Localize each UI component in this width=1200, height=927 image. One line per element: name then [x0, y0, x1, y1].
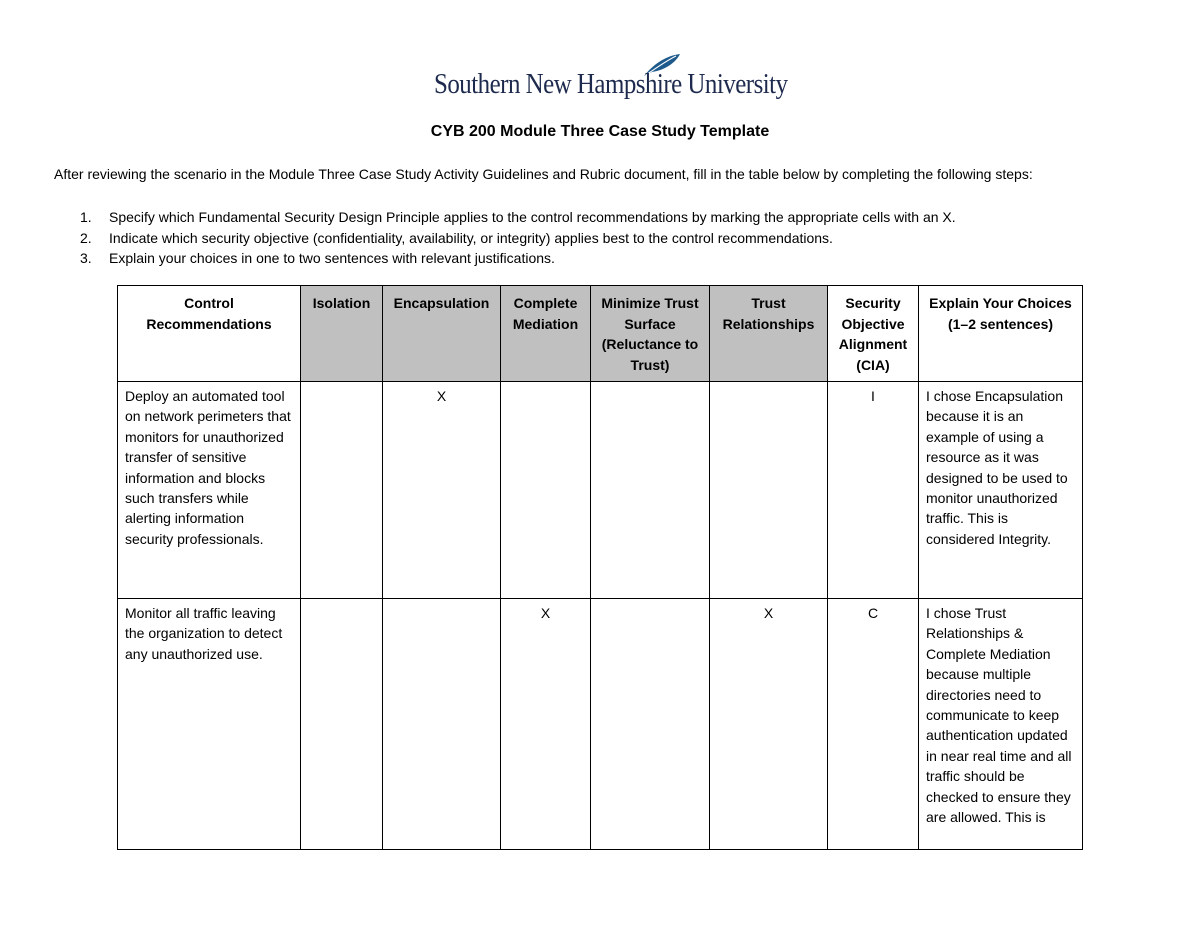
trust-relationships-cell[interactable] — [710, 382, 828, 599]
header-complete-mediation: Complete Mediation — [501, 286, 591, 382]
step-text: Indicate which security objective (confidentiality, availability, or integrity) applies best to the control recommendations. — [109, 229, 833, 246]
list-item — [80, 248, 956, 269]
header-control-recommendations: Control Recommendations — [118, 286, 301, 382]
explanation-cell[interactable] — [919, 599, 1083, 850]
header-minimize-trust-surface: Minimize Trust Surface (Reluctance to Trust) — [591, 286, 710, 382]
header-explain-choices — [919, 286, 1083, 382]
minimize-trust-cell[interactable] — [591, 382, 710, 599]
list-item — [80, 228, 956, 249]
header-encapsulation: Encapsulation — [383, 286, 501, 382]
cia-cell[interactable]: C — [828, 599, 919, 850]
header-explain-title: Explain Your Choices — [929, 295, 1072, 311]
complete-mediation-cell[interactable] — [501, 382, 591, 599]
complete-mediation-cell[interactable]: X — [501, 599, 591, 850]
list-item — [80, 207, 956, 228]
header-row — [118, 286, 1083, 382]
intro-paragraph: After reviewing the scenario in the Module Three Case Study Activity Guidelines and Rubric document, fill in the table below by completing the following steps: — [54, 166, 1033, 182]
table-row — [118, 382, 1083, 599]
control-recommendation-cell[interactable]: Monitor all traffic leaving the organization to detect any unauthorized use. — [118, 599, 301, 850]
cia-cell[interactable]: I — [828, 382, 919, 599]
encapsulation-cell[interactable]: X — [383, 382, 501, 599]
step-number: 3. — [80, 250, 92, 266]
step-text: Specify which Fundamental Security Design Principle applies to the control recommendations by marking the appropriate cells with an X. — [109, 209, 956, 225]
document-title: CYB 200 Module Three Case Study Template — [430, 123, 770, 140]
encapsulation-cell[interactable] — [383, 599, 501, 850]
steps-list — [80, 207, 956, 269]
step-number: 2. — [80, 229, 92, 246]
header-explain-subtitle: (1–2 sentences) — [947, 315, 1054, 332]
minimize-trust-cell[interactable] — [591, 599, 710, 850]
university-logo — [434, 52, 788, 108]
header-security-objective: Security Objective Alignment (CIA) — [828, 286, 919, 382]
header-trust-relationships: Trust Relationships — [710, 286, 828, 382]
isolation-cell[interactable] — [301, 382, 383, 599]
header-isolation: Isolation — [301, 286, 383, 382]
step-text: Explain your choices in one to two sentences with relevant justifications. — [109, 250, 555, 266]
logo-wordmark: Southern New Hampshire University — [434, 68, 788, 100]
step-number: 1. — [80, 209, 92, 225]
explanation-text: I chose Trust Relationships & Complete Mediation because multiple directories need to communicate to keep authentication updated in near real time and all traffic should be checked to ensure they are allowed. This is — [926, 605, 1072, 826]
explanation-cell[interactable]: I chose Encapsulation because it is an example of using a resource as it was designed to be used to monitor unauthorized traffic. This is considered Integrity. — [919, 382, 1083, 599]
trust-relationships-cell[interactable]: X — [710, 599, 828, 850]
isolation-cell[interactable] — [301, 599, 383, 850]
table-row — [118, 599, 1083, 850]
control-recommendation-cell[interactable]: Deploy an automated tool on network perimeters that monitors for unauthorized transfer of sensitive information and blocks such transfers while alerting information security professionals. — [118, 382, 301, 599]
case-study-table — [117, 285, 1083, 850]
